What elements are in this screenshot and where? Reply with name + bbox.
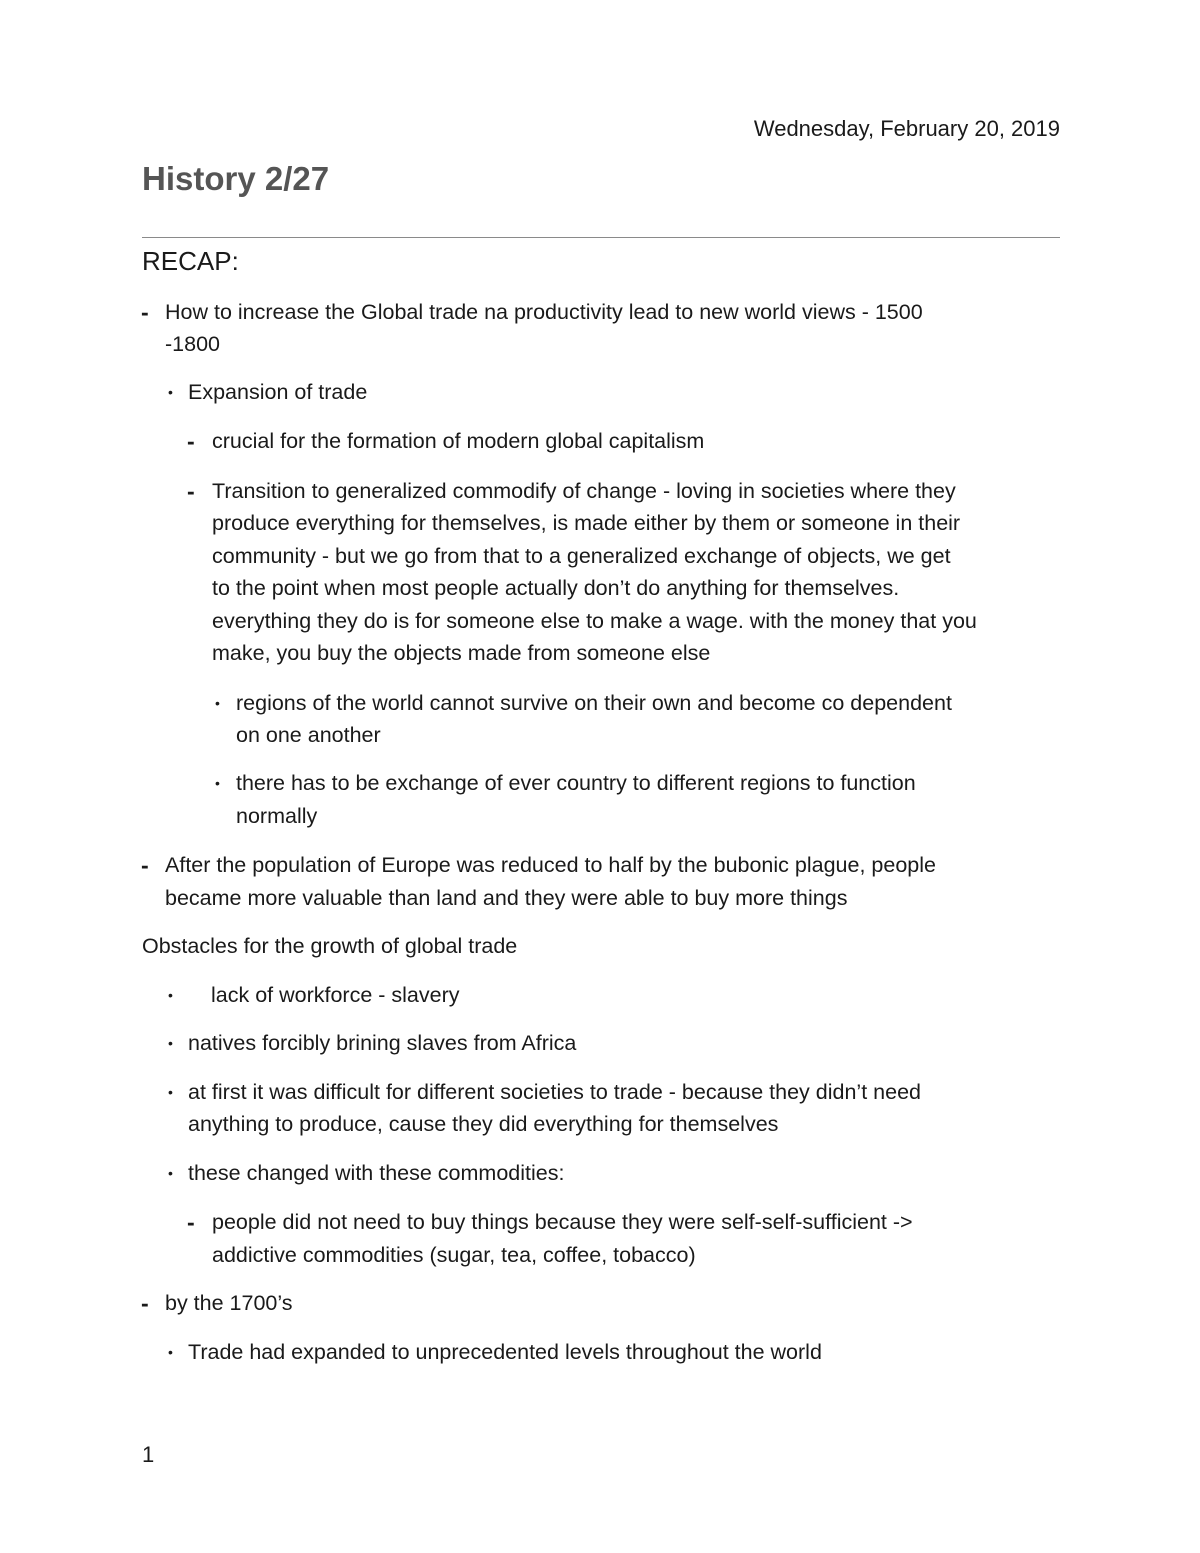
recap-item-line: How to increase the Global trade na productivity lead to new world views - 1500 [165, 300, 923, 324]
nested-bullet-line: normally [236, 804, 318, 828]
nested-bullet-line: there has to be exchange of ever country to different regions to function [236, 771, 916, 795]
sub-item-line: make, you buy the objects made from someone else [212, 641, 711, 665]
sub-item-line: everything they do is for someone else to make a wage. with the money that you [212, 609, 977, 633]
sub-item: crucial for the formation of modern global capitalism [212, 429, 705, 453]
recap-item: by the 1700’s [165, 1291, 293, 1315]
bullet-marker: • [168, 1165, 173, 1181]
nested-bullet-line: on one another [236, 723, 381, 747]
sub-item-line: addictive commodities (sugar, tea, coffee, tobacco) [212, 1243, 696, 1267]
bullet-item-line: anything to produce, cause they did everything for themselves [188, 1112, 779, 1136]
bullet-marker: • [168, 1035, 173, 1051]
bullet-marker: • [168, 987, 173, 1003]
page-number: 1 [142, 1442, 155, 1467]
bullet-marker: • [168, 1084, 173, 1100]
sub-item-line: people did not need to buy things because they were self-self-sufficient -> [212, 1210, 913, 1234]
nested-bullet-line: regions of the world cannot survive on their own and become co dependent [236, 691, 952, 715]
dash-marker: - [187, 1209, 195, 1235]
recap-item-line: became more valuable than land and they were able to buy more things [165, 886, 848, 910]
bullet-marker: • [215, 695, 220, 711]
dash-marker: - [187, 478, 195, 504]
bullet-marker: • [215, 775, 220, 791]
document-date: Wednesday, February 20, 2019 [753, 116, 1060, 141]
bullet-marker: • [168, 384, 173, 400]
bullet-item: natives forcibly brining slaves from Africa [188, 1031, 577, 1055]
bullet-item-line: at first it was difficult for different societies to trade - because they didn’t need [188, 1080, 921, 1104]
dash-marker: - [141, 852, 149, 878]
recap-item-line: -1800 [165, 332, 220, 356]
bullet-item: Expansion of trade [188, 380, 368, 404]
bullet-item: these changed with these commodities: [188, 1161, 565, 1185]
sub-item-line: produce everything for themselves, is made either by them or someone in their [212, 511, 961, 535]
title-divider [142, 237, 1060, 238]
page-title: History 2/27 [142, 160, 330, 197]
dash-marker: - [141, 299, 149, 325]
dash-marker: - [187, 428, 195, 454]
recap-heading: RECAP: [142, 246, 239, 276]
sub-item-line: Transition to generalized commodify of change - loving in societies where they [212, 479, 956, 503]
sub-item-line: to the point when most people actually don’t do anything for themselves. [212, 576, 900, 600]
bullet-item: Trade had expanded to unprecedented levels throughout the world [188, 1340, 822, 1364]
bullet-marker: • [168, 1344, 173, 1360]
dash-marker: - [141, 1290, 149, 1316]
obstacles-heading: Obstacles for the growth of global trade [142, 934, 518, 958]
bullet-item: lack of workforce - slavery [211, 983, 460, 1007]
recap-item-line: After the population of Europe was reduced to half by the bubonic plague, people [165, 853, 936, 877]
sub-item-line: community - but we go from that to a generalized exchange of objects, we get [212, 544, 951, 568]
